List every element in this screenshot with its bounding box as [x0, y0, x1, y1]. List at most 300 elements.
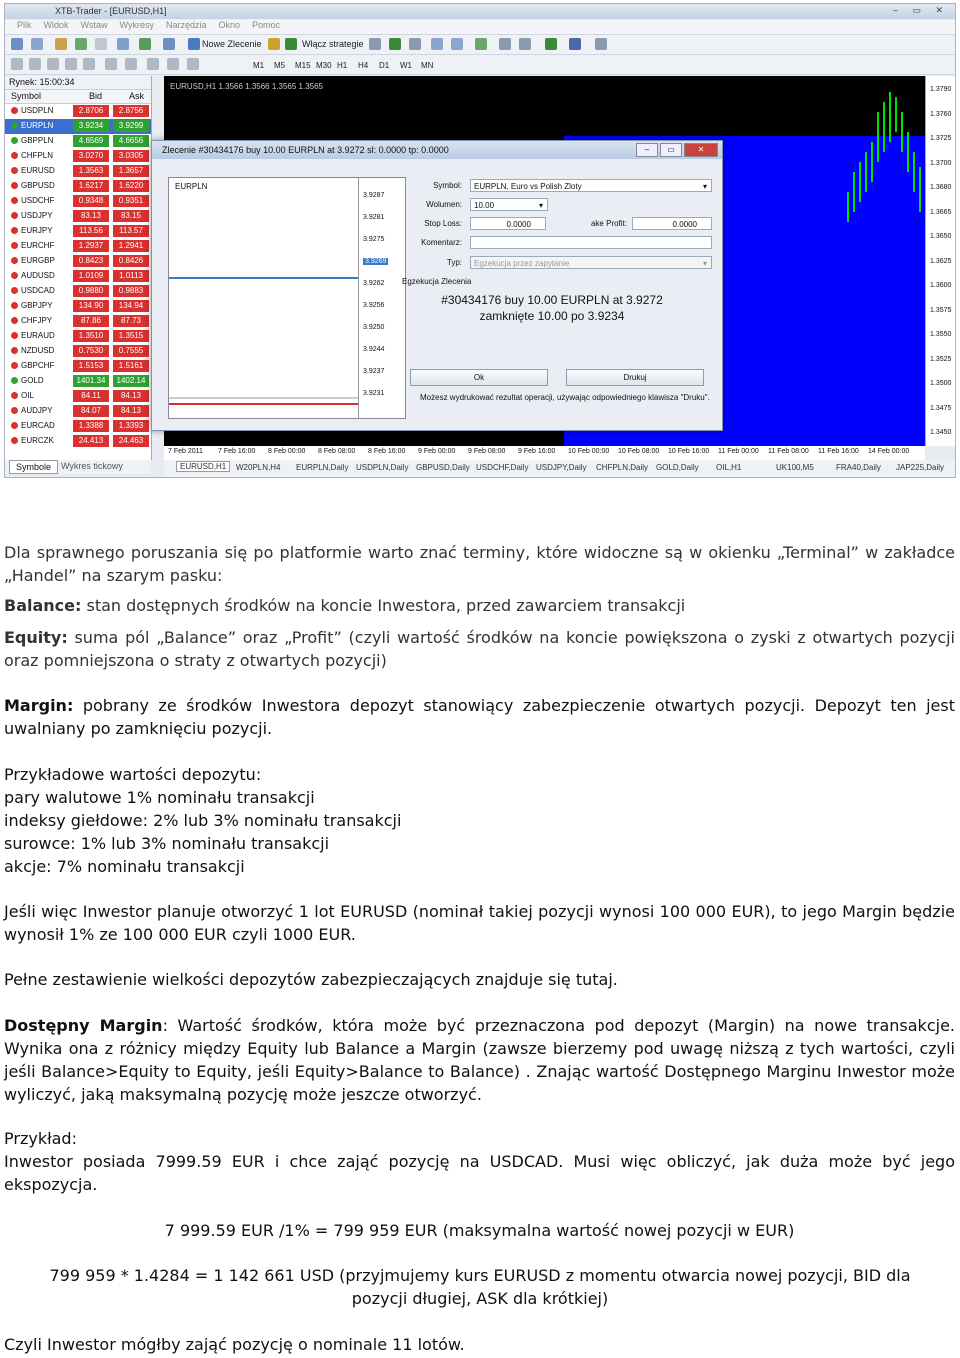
ask-cell: 3.0305: [113, 150, 149, 162]
symbol-text: EURAUD: [21, 331, 55, 340]
table-row[interactable]: [5, 404, 151, 419]
symbol-label: Symbol:: [433, 181, 462, 190]
table-row[interactable]: [5, 254, 151, 269]
tab-symbols[interactable]: Symbole: [9, 460, 58, 474]
example-label: Przykład:: [4, 1129, 77, 1148]
table-row[interactable]: [5, 209, 151, 224]
table-row[interactable]: [5, 314, 151, 329]
table-row[interactable]: [5, 389, 151, 404]
bid-cell: 84.11: [73, 390, 109, 402]
chart-tabs: [164, 460, 955, 477]
intro-paragraph: Dla sprawnego poruszania się po platformie warto znać terminy, które widoczne są w okienku „Terminal” w zakładce „Handel” na szarym pasku:: [4, 543, 955, 585]
table-row[interactable]: [5, 419, 151, 434]
direction-icon: [11, 182, 18, 189]
margin-examples: [4, 763, 955, 878]
direction-icon: [11, 167, 18, 174]
market-watch-tabs: [5, 460, 151, 474]
auto-trading-button[interactable]: Włącz strategie: [302, 39, 364, 49]
chart-tab[interactable]: EURPLN,Daily: [296, 463, 349, 472]
direction-icon: [11, 437, 18, 444]
direction-icon: [11, 257, 18, 264]
window-controls[interactable]: – ▭ ✕: [892, 5, 949, 15]
table-row[interactable]: [5, 269, 151, 284]
close-icon[interactable]: ✕: [684, 143, 718, 157]
ask-cell: 1.2941: [113, 240, 149, 252]
mini-price-tick: 3.9262: [363, 280, 385, 287]
price-tick: 1.3500: [930, 380, 952, 387]
time-tick: 7 Feb 2011: [168, 448, 203, 455]
chart-tab[interactable]: CHFPLN,Daily: [596, 463, 649, 472]
type-label: Typ:: [446, 258, 462, 267]
symbol-cell: [11, 316, 73, 325]
price-tick: 1.3550: [930, 331, 952, 338]
bid-cell: 2.8706: [73, 105, 109, 117]
symbol-text: GBPPLN: [21, 136, 54, 145]
symbol-cell: [11, 211, 73, 220]
stop-loss-label: Stop Loss:: [424, 219, 462, 228]
symbol-cell: [11, 121, 73, 130]
bar-chart-icon[interactable]: [369, 38, 381, 50]
symbol-text: EURUSD: [21, 166, 55, 175]
table-row[interactable]: [5, 104, 151, 119]
bid-cell: 1.3510: [73, 330, 109, 342]
price-tick: 1.3575: [930, 306, 952, 314]
bid-cell: 1.2937: [73, 240, 109, 252]
market-watch-title: Rynek: 15:00:34: [9, 77, 75, 87]
tester-icon[interactable]: [139, 38, 151, 50]
menu-item[interactable]: Widok: [43, 20, 69, 30]
example-item: pary walutowe 1% nominału transakcji: [4, 788, 315, 807]
experts-icon[interactable]: [268, 38, 280, 50]
table-row[interactable]: [5, 299, 151, 314]
ask-cell: 1.3393: [113, 420, 149, 432]
symbol-cell: [11, 301, 73, 310]
price-tick: 1.3600: [930, 282, 952, 289]
direction-icon: [11, 107, 18, 114]
main-toolbar: [5, 35, 955, 55]
margin-definition: [4, 694, 955, 740]
symbol-text: CHFPLN: [21, 151, 54, 160]
calculation-1: 7 999.59 EUR /1% = 799 959 EUR (maksymalna wartość nowej pozycji w EUR): [164, 1221, 795, 1240]
execution-label: Egzekucja Zlecenia: [402, 277, 472, 286]
cursor-icon[interactable]: [11, 58, 23, 70]
direction-icon: [11, 347, 18, 354]
text-tool-icon[interactable]: [147, 58, 159, 70]
symbol-text: EURCZK: [21, 436, 54, 445]
symbol-text: EURGBP: [21, 256, 55, 265]
chart-tab[interactable]: OIL,H1: [716, 463, 742, 472]
direction-icon: [11, 422, 18, 429]
table-row[interactable]: [5, 149, 151, 164]
bid-cell: 3.9234: [73, 120, 109, 132]
price-scale: [925, 76, 956, 446]
symbol-cell: [11, 421, 73, 430]
margin-term: Margin:: [4, 696, 74, 715]
bid-cell: 134.90: [73, 300, 109, 312]
menu-item[interactable]: Wykresy: [119, 20, 154, 30]
take-profit-value: 0.0000: [672, 220, 697, 229]
symbol-cell: [11, 331, 73, 340]
line-chart-icon[interactable]: [409, 38, 421, 50]
bid-cell: 3.0270: [73, 150, 109, 162]
new-chart-icon[interactable]: [11, 38, 23, 50]
time-tick: 11 Feb 00:00: [718, 448, 759, 455]
menu-item[interactable]: Narzędzia: [165, 20, 207, 30]
periods-icon[interactable]: [569, 38, 581, 50]
symbol-text: GOLD: [21, 376, 44, 385]
price-tick: 1.3525: [930, 355, 952, 363]
margin-text: pobrany ze środków Inwestora depozyt stanowiący zabezpieczenie otwartych pozycji. Depozyt ten jest uwalniany po zamknięciu pozycji.: [4, 696, 955, 738]
tab-tick-chart[interactable]: Wykres tickowy: [61, 461, 123, 471]
horizontal-line-icon[interactable]: [65, 58, 77, 70]
table-row[interactable]: [5, 179, 151, 194]
mini-chart-lines: [169, 178, 358, 418]
volume-field[interactable]: [470, 198, 548, 211]
direction-icon: [11, 122, 18, 129]
symbol-text: AUDJPY: [21, 406, 53, 415]
channel-icon[interactable]: [105, 58, 117, 70]
table-row[interactable]: [5, 134, 151, 149]
timeframe-button[interactable]: M15: [295, 61, 311, 70]
ask-cell: 2.8756: [113, 105, 149, 117]
stop-loss-field[interactable]: [470, 217, 546, 230]
direction-icon: [11, 152, 18, 159]
symbol-text: EURPLN: [21, 121, 54, 130]
order-dialog: [151, 140, 723, 431]
symbol-cell: [11, 256, 73, 265]
time-scale: [164, 446, 925, 460]
mini-price-tick: 3.9281: [363, 214, 385, 221]
price-tick: 1.3790: [930, 86, 952, 93]
dialog-title: Zlecenie #30434176 buy 10.00 EURPLN at 3.9272 sl: 0.0000 tp: 0.0000: [162, 145, 449, 155]
mini-price-tick: 3.9287: [363, 192, 385, 199]
direction-icon: [11, 137, 18, 144]
volume-value: 10.00: [474, 201, 495, 210]
symbol-cell: [11, 376, 73, 385]
direction-icon: [11, 332, 18, 339]
trendline-icon[interactable]: [83, 58, 95, 70]
symbol-cell: [11, 151, 73, 160]
timeframe-button[interactable]: M1: [253, 61, 265, 70]
mini-price-tick: 3.9244: [363, 346, 385, 353]
chart-tab[interactable]: FRA40,Daily: [836, 463, 881, 472]
ask-cell: 1.3515: [113, 330, 149, 342]
price-tick: 1.3665: [930, 208, 952, 216]
symbol-text: CHFJPY: [21, 316, 53, 325]
symbol-text: GBPCHF: [21, 361, 55, 370]
arrows-icon[interactable]: [187, 58, 199, 70]
symbol-select[interactable]: [470, 179, 712, 192]
take-profit-label: ake Profit:: [590, 219, 627, 228]
symbol-cell: [11, 226, 73, 235]
maximize-icon[interactable]: ▭: [660, 143, 682, 157]
symbol-text: USDJPY: [21, 211, 53, 220]
profiles-icon[interactable]: [31, 38, 43, 50]
table-row[interactable]: [5, 434, 151, 449]
symbol-cell: [11, 166, 73, 175]
symbol-cell: [11, 346, 73, 355]
time-tick: 10 Feb 00:00: [568, 448, 610, 455]
mini-price-tick: 3.9237: [363, 368, 385, 375]
dialog-window-controls: [634, 143, 718, 157]
ask-cell: 1402.14: [113, 375, 149, 387]
time-tick: 11 Feb 08:00: [768, 448, 809, 455]
dialog-mini-chart: [168, 177, 406, 419]
stop-loss-value: 0.0000: [506, 220, 531, 229]
ask-cell: 113.57: [113, 225, 149, 237]
example-text: Inwestor posiada 7999.59 EUR i chce zająć pozycję na USDCAD. Musi więc obliczyć, jak duża może być jego ekspozycja.: [4, 1152, 955, 1194]
bid-cell: 1.5153: [73, 360, 109, 372]
symbol-cell: [11, 391, 73, 400]
ask-cell: 1.5161: [113, 360, 149, 372]
chart-tab[interactable]: UK100,M5: [776, 463, 814, 472]
chart-tab[interactable]: USDCHF,Daily: [476, 463, 529, 472]
symbol-cell: [11, 271, 73, 280]
autoscroll-icon[interactable]: [499, 38, 511, 50]
symbol-text: AUDUSD: [21, 271, 55, 280]
comment-field[interactable]: [470, 236, 712, 249]
templates-icon[interactable]: [595, 38, 607, 50]
ask-cell: 1.3657: [113, 165, 149, 177]
table-row[interactable]: [5, 194, 151, 209]
timeframe-button[interactable]: W1: [400, 61, 412, 70]
table-row[interactable]: [5, 119, 151, 134]
bid-cell: 83.13: [73, 210, 109, 222]
symbol-cell: [11, 436, 73, 445]
bid-cell: 1.3563: [73, 165, 109, 177]
market-watch-header: [5, 76, 151, 90]
time-tick: 9 Feb 00:00: [418, 448, 456, 455]
timeframe-button[interactable]: D1: [379, 61, 390, 70]
balance-definition: [4, 594, 955, 617]
price-tick: 1.3450: [930, 429, 952, 436]
ask-cell: 3.9299: [113, 120, 149, 132]
fibonacci-icon[interactable]: [125, 58, 137, 70]
bid-cell: 1.3388: [73, 420, 109, 432]
symbol-text: USDCHF: [21, 196, 55, 205]
chart-tab[interactable]: GBPUSD,Daily: [416, 463, 470, 472]
new-order-icon[interactable]: [188, 38, 200, 50]
mini-chart-symbol: EURPLN: [175, 182, 208, 191]
conclusion: Czyli Inwestor mógłby zająć pozycję o nominale 11 lotów.: [4, 1335, 465, 1354]
col-ask[interactable]: Ask: [129, 91, 145, 101]
bid-cell: 1401.34: [73, 375, 109, 387]
market-watch-icon[interactable]: [55, 38, 67, 50]
ask-cell: 134.94: [113, 300, 149, 312]
balance-text: stan dostępnych środków na koncie Inwestora, przed zawarciem transakcji: [81, 596, 686, 615]
timeframe-button[interactable]: MN: [421, 61, 434, 70]
bid-cell: 24.413: [73, 435, 109, 447]
table-row[interactable]: [5, 239, 151, 254]
chart-tab[interactable]: W20PLN,H4: [236, 463, 281, 472]
table-row[interactable]: [5, 359, 151, 374]
auto-trading-icon[interactable]: [285, 38, 297, 50]
symbol-value: EURPLN, Euro vs Polish Zloty: [474, 182, 582, 191]
symbol-text: USDPLN: [21, 106, 54, 115]
price-tick: 1.3680: [930, 184, 952, 191]
symbol-cell: [11, 181, 73, 190]
ask-cell: 84.13: [113, 390, 149, 402]
direction-icon: [11, 407, 18, 414]
time-tick: 8 Feb 00:00: [268, 448, 306, 455]
calculation-2: 799 959 * 1.4284 = 1 142 661 USD (przyjmujemy kurs EURUSD z momentu otwarcia nowej pozycji, BID dla pozycji długiej, ASK dla krótkiej): [49, 1266, 911, 1308]
ask-cell: 0.9883: [113, 285, 149, 297]
col-bid[interactable]: Bid: [89, 91, 103, 101]
symbol-text: NZDUSD: [21, 346, 55, 355]
ask-cell: 0.9351: [113, 195, 149, 207]
symbol-cell: [11, 196, 73, 205]
menu-item[interactable]: Pomoc: [252, 20, 281, 30]
symbol-text: EURJPY: [21, 226, 53, 235]
execution-result: [397, 292, 707, 324]
type-value: Egzekucja przez zapytanie: [474, 259, 570, 268]
tile-windows-icon[interactable]: [475, 38, 487, 50]
free-margin-text: : Wartość środków, która może być przeznaczona pod depozyt (Margin) na nowe transakcje. Wynika ona z różnicy między Equity lub Balance a Margin (zawsze bierzemy pod uwagę niższą z tych wartości, czyli jeśli Balance>Equity to Equity, jeśli Equity>Balance to Balance) . Znając wartość Dostępnego Marginu Inwestor może wyliczyć, jaką maksymalną pozycję może jeszcze otworzyć.: [4, 1016, 955, 1104]
ask-cell: 1.0113: [113, 270, 149, 282]
chart-info: EURUSD,H1 1.3566 1.3566 1.3565 1.3565: [170, 82, 323, 91]
free-margin-term: Dostępny Margin: [4, 1016, 163, 1035]
timeframe-button[interactable]: M5: [274, 61, 286, 70]
ask-cell: 4.6656: [113, 135, 149, 147]
time-tick: 9 Feb 08:00: [468, 448, 506, 455]
price-tick: 1.3760: [930, 110, 952, 118]
zoom-in-icon[interactable]: [431, 38, 443, 50]
print-button[interactable]: Drukuj: [566, 369, 704, 386]
metaeditor-icon[interactable]: [163, 38, 175, 50]
candlestick-icon[interactable]: [389, 38, 401, 50]
chevron-down-icon: ▾: [702, 182, 707, 191]
symbol-cell: [11, 136, 73, 145]
ok-button[interactable]: Ok: [410, 369, 548, 386]
mini-price-tick: 3.9250: [363, 324, 385, 331]
direction-icon: [11, 392, 18, 399]
equity-term: Equity:: [4, 628, 68, 647]
bid-cell: 0.8423: [73, 255, 109, 267]
type-select[interactable]: [470, 256, 712, 269]
table-row[interactable]: [5, 374, 151, 389]
label-tool-icon[interactable]: [167, 58, 179, 70]
symbol-cell: [11, 406, 73, 415]
chart-tab[interactable]: USDPLN,Daily: [356, 463, 409, 472]
chart-tab[interactable]: JAP225,Daily: [896, 463, 945, 472]
menu-item[interactable]: Plik: [17, 20, 32, 30]
symbol-text: EURCAD: [21, 421, 55, 430]
print-note: Możesz wydrukować rezultat operacji, używając odpowiedniego klawisza "Druku".: [420, 393, 710, 402]
menu-bar: [5, 20, 955, 35]
price-tick: 1.3625: [930, 257, 952, 265]
direction-icon: [11, 227, 18, 234]
take-profit-field[interactable]: [632, 217, 712, 230]
minimize-icon[interactable]: –: [636, 143, 658, 157]
navigator-icon[interactable]: [95, 38, 107, 50]
timeframe-button[interactable]: M30: [316, 61, 332, 70]
ask-cell: 0.7555: [113, 345, 149, 357]
table-row[interactable]: [5, 329, 151, 344]
bid-cell: 1.6217: [73, 180, 109, 192]
bid-cell: 113.56: [73, 225, 109, 237]
bid-cell: 0.7530: [73, 345, 109, 357]
market-watch-panel: [5, 76, 152, 472]
terminal-icon[interactable]: [117, 38, 129, 50]
timeframe-button[interactable]: H4: [358, 61, 369, 70]
symbol-text: USDCAD: [21, 286, 55, 295]
symbol-text: EURCHF: [21, 241, 55, 250]
table-row[interactable]: [5, 164, 151, 179]
indicators-icon[interactable]: [545, 38, 557, 50]
chart-tab[interactable]: USDJPY,Daily: [536, 463, 587, 472]
free-margin-definition: [4, 1014, 955, 1106]
app-titlebar: [5, 4, 955, 19]
ask-cell: 0.8426: [113, 255, 149, 267]
direction-icon: [11, 287, 18, 294]
dialog-titlebar: [152, 141, 722, 159]
drawing-toolbar: [5, 55, 955, 75]
ask-cell: 83.15: [113, 210, 149, 222]
crosshair-icon[interactable]: [29, 58, 41, 70]
equity-text: suma pól „Balance” oraz „Profit” (czyli wartość środków na koncie powiększona o zyski z otwartych pozycji oraz pomniejszona o straty z otwartych pozycji): [4, 628, 955, 670]
chart-tab[interactable]: GOLD,Daily: [656, 463, 699, 472]
time-tick: 11 Feb 16:00: [818, 448, 859, 455]
table-row[interactable]: [5, 284, 151, 299]
chevron-down-icon: ▾: [538, 201, 543, 210]
trading-platform-screenshot: [4, 3, 956, 478]
time-tick: 9 Feb 16:00: [518, 448, 556, 455]
symbol-cell: [11, 361, 73, 370]
comment-label: Komentarz:: [421, 238, 462, 247]
direction-icon: [11, 197, 18, 204]
chart-tab[interactable]: EURUSD,H1: [176, 461, 230, 472]
symbol-cell: [11, 106, 73, 115]
menu-item[interactable]: Okno: [218, 20, 240, 30]
bid-cell: 0.9880: [73, 285, 109, 297]
example-item: akcje: 7% nominału transakcji: [4, 857, 245, 876]
time-tick: 10 Feb 08:00: [618, 448, 660, 455]
zoom-out-icon[interactable]: [451, 38, 463, 50]
ask-cell: 84.13: [113, 405, 149, 417]
bid-cell: 87.86: [73, 315, 109, 327]
symbol-text: OIL: [21, 391, 34, 400]
vertical-line-icon[interactable]: [47, 58, 59, 70]
price-tick: 1.3475: [930, 404, 952, 412]
mini-price-tick: 3.9231: [363, 390, 385, 397]
ask-cell: 87.73: [113, 315, 149, 327]
timeframe-button[interactable]: H1: [337, 61, 348, 70]
table-row[interactable]: [5, 224, 151, 239]
bid-cell: 1.0109: [73, 270, 109, 282]
bid-cell: 4.6569: [73, 135, 109, 147]
chevron-down-icon: ▾: [702, 259, 707, 268]
menu-item[interactable]: Wstaw: [80, 20, 108, 30]
chart-shift-icon[interactable]: [519, 38, 531, 50]
result-line-2: zamknięte 10.00 po 3.9234: [479, 309, 625, 323]
direction-icon: [11, 272, 18, 279]
direction-icon: [11, 212, 18, 219]
example-section: [4, 1127, 955, 1196]
table-row[interactable]: [5, 344, 151, 359]
data-window-icon[interactable]: [75, 38, 87, 50]
ask-cell: 24.463: [113, 435, 149, 447]
market-watch-columns: [5, 90, 151, 104]
price-tick: 1.3700: [930, 159, 952, 167]
col-symbol[interactable]: Symbol: [11, 91, 42, 101]
example-item: indeksy giełdowe: 2% lub 3% nominału transakcji: [4, 811, 402, 830]
time-tick: 8 Feb 16:00: [368, 448, 406, 455]
symbol-text: GBPJPY: [21, 301, 53, 310]
new-order-button[interactable]: Nowe Zlecenie: [202, 39, 262, 49]
time-tick: 7 Feb 16:00: [218, 448, 256, 455]
mini-price-tick: 3.9275: [363, 236, 385, 243]
time-tick: 14 Feb 00:00: [868, 448, 910, 455]
